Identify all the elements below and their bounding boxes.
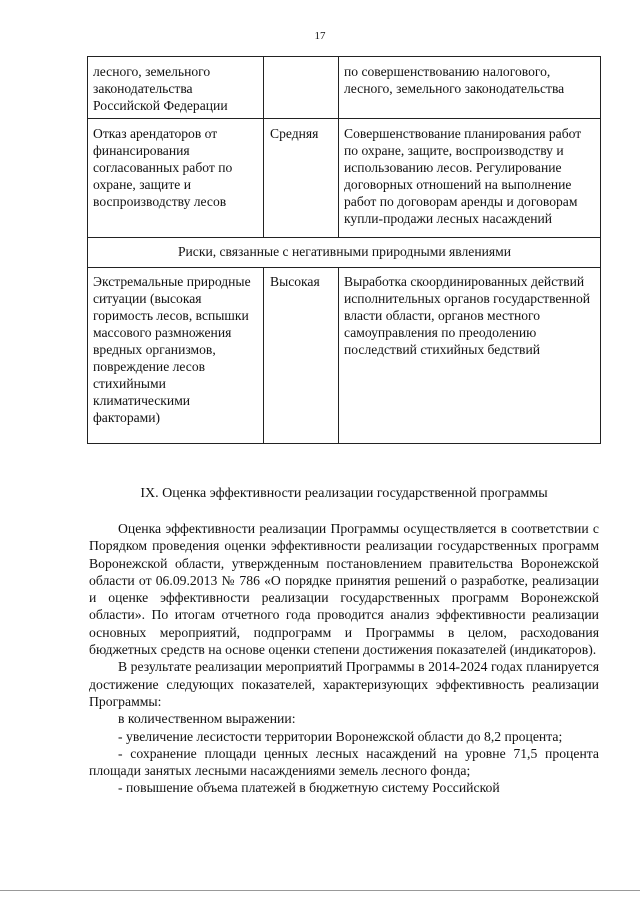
probability-cell: Средняя bbox=[264, 119, 339, 238]
list-item: - сохранение площади ценных лесных насаждений на уровне 71,5 процента площади занятых лесными насаждениями земель лесного фонда; bbox=[89, 745, 599, 779]
section-heading: IX. Оценка эффективности реализации государственной программы bbox=[140, 486, 548, 501]
paragraph: Оценка эффективности реализации Программы осуществляется в соответствии с Порядком проведения оценки эффективности реализации государственных программ Воронежской области, утвержденным постановлением правительства Воронежской области от 06.09.2013 № 786 «О порядке принятия решений о разработке, реализации и оценке эффективности реализации государственных программ Воронежской области». По итогам отчетного года проводится анализ эффективности реализации основных мероприятий, подпрограмм и Программы в целом, расходования бюджетных средств на основе оценки степени достижения показателей (индикаторов). bbox=[89, 521, 599, 658]
risk-cell: Отказ арендаторов от финансирования согласованных работ по охране, защите и воспроизводству лесов bbox=[88, 119, 264, 238]
risk-cell: Экстремальные природные ситуации (высокая горимость лесов, вспышки массового размножения вредных организмов, повреждение лесов стихийными климатическими факторами) bbox=[88, 268, 264, 444]
paragraph: В результате реализации мероприятий Программы в 2014-2024 годах планируется достижение следующих показателей, характеризующих эффективность реализации Программы: bbox=[89, 659, 599, 709]
risk-table bbox=[87, 56, 601, 444]
page-bottom-edge bbox=[0, 890, 640, 891]
table-row bbox=[88, 268, 601, 444]
list-item: - увеличение лесистости территории Воронежской области до 8,2 процента; bbox=[118, 728, 563, 744]
probability-cell bbox=[264, 57, 339, 119]
measures-cell: Выработка скоординированных действий исполнительных органов государственной власти области, органов местного самоуправления по преодолению последствий стихийных бедствий bbox=[339, 268, 601, 444]
table-row bbox=[88, 57, 601, 119]
paragraph: в количественном выражении: bbox=[118, 711, 296, 727]
probability-cell: Высокая bbox=[264, 268, 339, 444]
measures-cell: по совершенствованию налогового, лесного, земельного законодательства bbox=[339, 57, 601, 119]
measures-cell: Совершенствование планирования работ по охране, защите, воспроизводству и использованию лесов. Регулирование договорных отношений на выполнение работ по договорам аренды и договорам купли-продажи лесных насаждений bbox=[339, 119, 601, 238]
section-row-title: Риски, связанные с негативными природными явлениями bbox=[88, 238, 601, 268]
risk-cell: лесного, земельного законодательства Российской Федерации bbox=[88, 57, 264, 119]
list-item: - повышение объема платежей в бюджетную систему Российской bbox=[118, 780, 500, 796]
page-number: 17 bbox=[314, 30, 326, 42]
body-text bbox=[89, 520, 599, 797]
table-row bbox=[88, 119, 601, 238]
table-section-row bbox=[88, 238, 601, 268]
